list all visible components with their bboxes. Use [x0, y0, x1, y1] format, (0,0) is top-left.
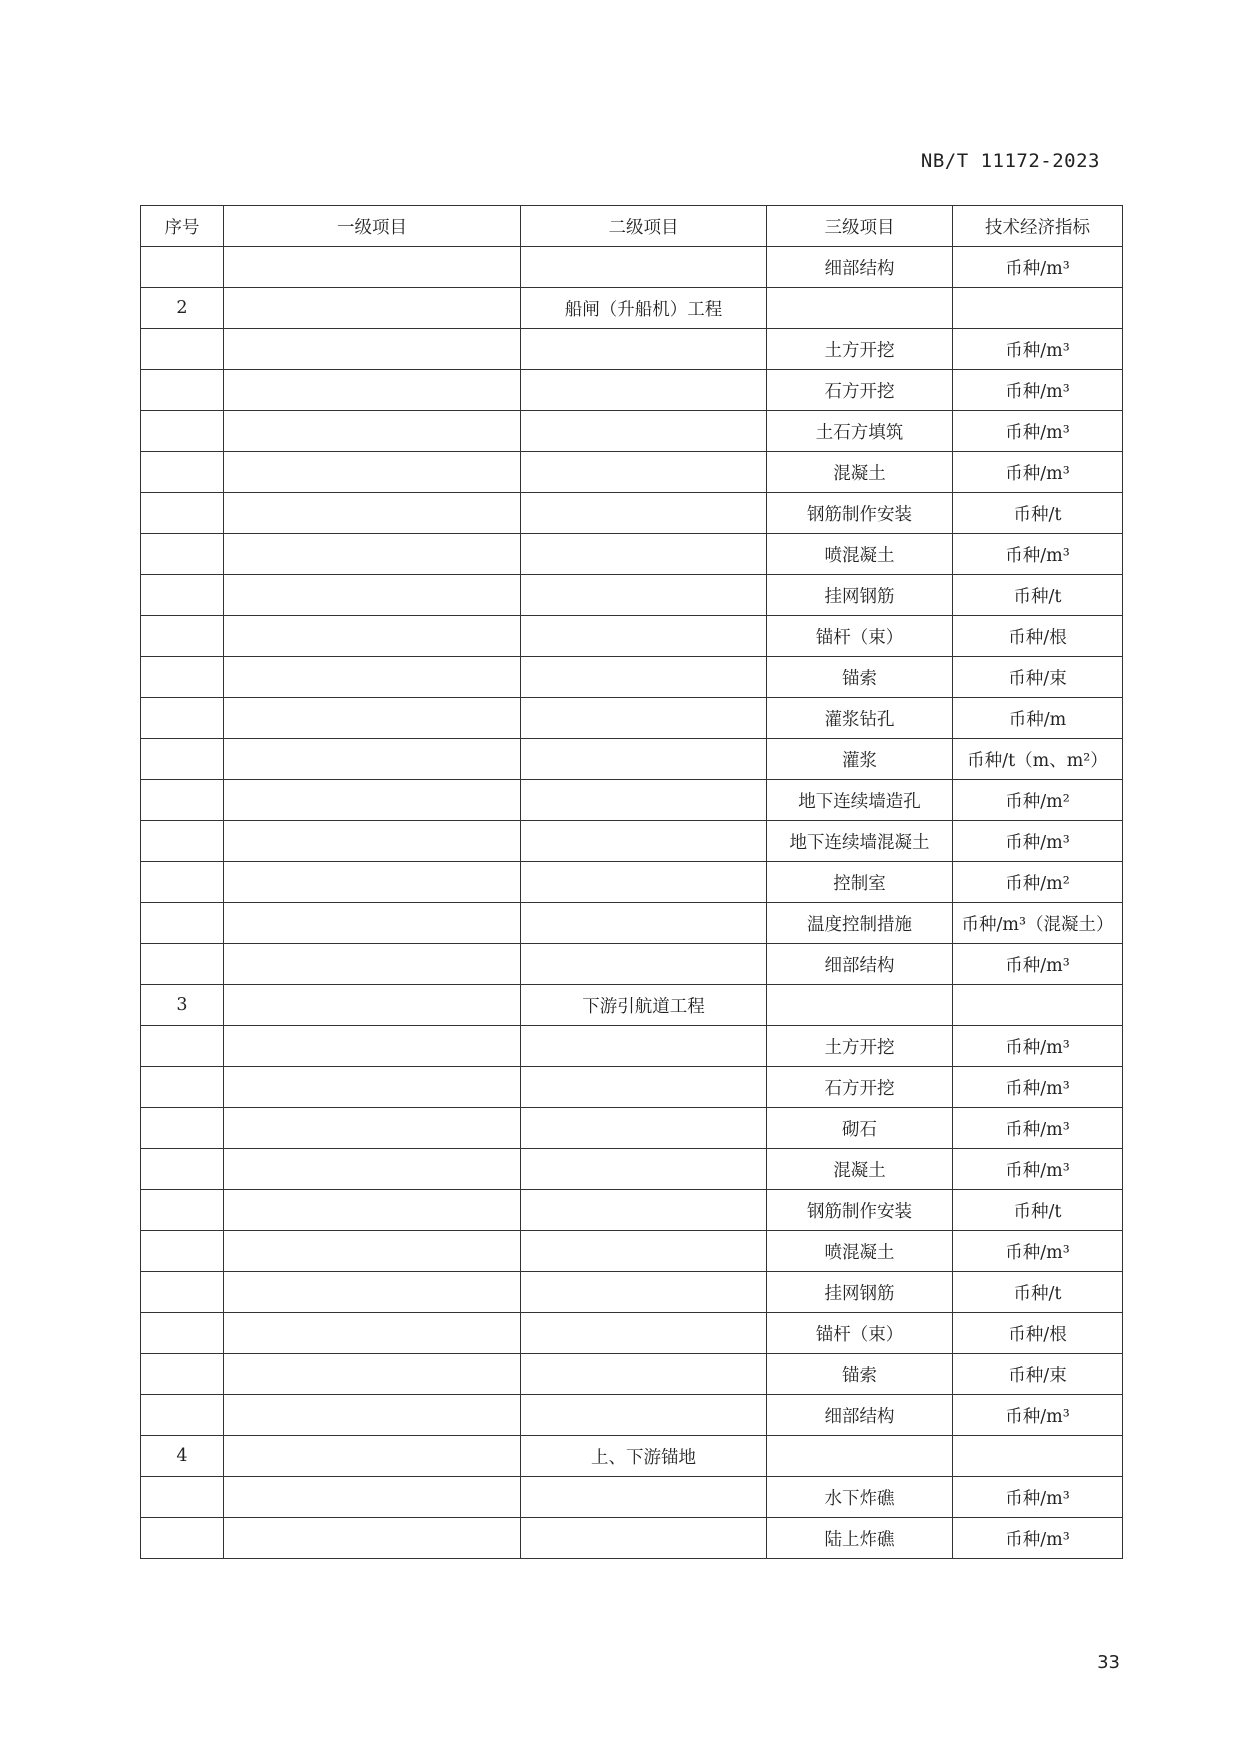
cell-level3: 土方开挖	[767, 1026, 953, 1067]
cell-seq	[141, 1395, 224, 1436]
cell-indicator: 币种/t（m、m²）	[953, 739, 1123, 780]
cell-level3	[767, 985, 953, 1026]
table-row	[141, 411, 1123, 452]
cell-seq	[141, 1190, 224, 1231]
cell-level1	[224, 1026, 521, 1067]
cell-level1	[224, 1436, 521, 1477]
cell-level3: 灌浆钻孔	[767, 698, 953, 739]
cell-level3: 灌浆	[767, 739, 953, 780]
cell-level2	[521, 698, 767, 739]
cell-level2	[521, 1190, 767, 1231]
cell-indicator: 币种/m²	[953, 862, 1123, 903]
table-row	[141, 780, 1123, 821]
cell-seq: 2	[141, 288, 224, 329]
table-row	[141, 493, 1123, 534]
cell-seq	[141, 1108, 224, 1149]
cell-level2	[521, 903, 767, 944]
cell-level2	[521, 493, 767, 534]
cell-level1	[224, 1477, 521, 1518]
cell-level2	[521, 575, 767, 616]
cell-seq	[141, 329, 224, 370]
cell-indicator: 币种/束	[953, 1354, 1123, 1395]
cell-indicator: 币种/m³（混凝土）	[953, 903, 1123, 944]
cell-level1	[224, 411, 521, 452]
table-row	[141, 821, 1123, 862]
cell-seq	[141, 1026, 224, 1067]
cell-level2	[521, 1149, 767, 1190]
cell-level1	[224, 657, 521, 698]
cell-level3: 喷混凝土	[767, 1231, 953, 1272]
cell-level2	[521, 247, 767, 288]
cell-level2	[521, 1272, 767, 1313]
table-row	[141, 698, 1123, 739]
cell-level1	[224, 1231, 521, 1272]
cell-level2	[521, 1354, 767, 1395]
column-header-indicator: 技术经济指标	[953, 206, 1123, 247]
cell-level3: 水下炸礁	[767, 1477, 953, 1518]
cell-seq	[141, 657, 224, 698]
table-row	[141, 1149, 1123, 1190]
cell-seq	[141, 698, 224, 739]
table-row	[141, 739, 1123, 780]
cell-seq	[141, 1518, 224, 1559]
cell-level1	[224, 534, 521, 575]
cell-level3: 钢筋制作安装	[767, 493, 953, 534]
cell-indicator: 币种/m³	[953, 329, 1123, 370]
cell-seq	[141, 370, 224, 411]
cell-level3: 喷混凝土	[767, 534, 953, 575]
cell-indicator: 币种/m³	[953, 1026, 1123, 1067]
cell-level3: 地下连续墙混凝土	[767, 821, 953, 862]
cell-level2	[521, 1108, 767, 1149]
table-row	[141, 1477, 1123, 1518]
cell-level1	[224, 1395, 521, 1436]
cell-level2: 下游引航道工程	[521, 985, 767, 1026]
table-row	[141, 1108, 1123, 1149]
cell-level1	[224, 493, 521, 534]
table-row	[141, 657, 1123, 698]
cell-level2	[521, 329, 767, 370]
cell-level2	[521, 1395, 767, 1436]
cell-indicator: 币种/t	[953, 1190, 1123, 1231]
cell-seq: 3	[141, 985, 224, 1026]
cell-indicator: 币种/m³	[953, 452, 1123, 493]
cell-indicator: 币种/m³	[953, 1518, 1123, 1559]
cell-indicator: 币种/m³	[953, 247, 1123, 288]
cell-seq	[141, 452, 224, 493]
cell-level3: 温度控制措施	[767, 903, 953, 944]
table-row	[141, 1518, 1123, 1559]
table-row	[141, 985, 1123, 1026]
cell-level3: 锚杆（束）	[767, 1313, 953, 1354]
table-row	[141, 534, 1123, 575]
cell-level2	[521, 657, 767, 698]
cell-seq	[141, 1477, 224, 1518]
cell-level2	[521, 862, 767, 903]
cell-level2	[521, 821, 767, 862]
table-row	[141, 247, 1123, 288]
table-row	[141, 1231, 1123, 1272]
cell-level3: 地下连续墙造孔	[767, 780, 953, 821]
cell-level2	[521, 739, 767, 780]
cell-level1	[224, 739, 521, 780]
cell-level3: 土石方填筑	[767, 411, 953, 452]
cell-level3: 挂网钢筋	[767, 1272, 953, 1313]
cell-indicator: 币种/m³	[953, 1395, 1123, 1436]
cell-level1	[224, 452, 521, 493]
cell-indicator: 币种/m	[953, 698, 1123, 739]
cell-seq	[141, 493, 224, 534]
cell-level1	[224, 698, 521, 739]
cell-level2	[521, 1518, 767, 1559]
cell-seq: 4	[141, 1436, 224, 1477]
cell-indicator: 币种/束	[953, 657, 1123, 698]
cell-seq	[141, 1272, 224, 1313]
cell-level2	[521, 1026, 767, 1067]
table-row	[141, 1067, 1123, 1108]
cell-seq	[141, 739, 224, 780]
cell-indicator	[953, 985, 1123, 1026]
cell-indicator: 币种/m³	[953, 411, 1123, 452]
cell-level3: 砌石	[767, 1108, 953, 1149]
cell-level2	[521, 452, 767, 493]
cell-level2	[521, 944, 767, 985]
page-number: 33	[1097, 1652, 1120, 1673]
table-row	[141, 370, 1123, 411]
cell-indicator: 币种/m³	[953, 1231, 1123, 1272]
cell-level3: 陆上炸礁	[767, 1518, 953, 1559]
column-header-level1: 一级项目	[224, 206, 521, 247]
cell-level1	[224, 1108, 521, 1149]
cell-level1	[224, 370, 521, 411]
table-row	[141, 862, 1123, 903]
cell-level1	[224, 1190, 521, 1231]
cell-level1	[224, 1518, 521, 1559]
table-row	[141, 1272, 1123, 1313]
table-row	[141, 1395, 1123, 1436]
cell-level2	[521, 1313, 767, 1354]
cell-indicator: 币种/m³	[953, 1108, 1123, 1149]
standard-code: NB/T 11172-2023	[920, 150, 1100, 172]
cell-indicator: 币种/m³	[953, 821, 1123, 862]
table-header-row	[141, 206, 1123, 247]
cell-level3: 石方开挖	[767, 370, 953, 411]
table-row	[141, 944, 1123, 985]
cell-level2	[521, 370, 767, 411]
table-row	[141, 616, 1123, 657]
cell-level3: 锚索	[767, 1354, 953, 1395]
cell-seq	[141, 1231, 224, 1272]
cell-level3: 细部结构	[767, 247, 953, 288]
cell-level2	[521, 780, 767, 821]
cell-level3: 控制室	[767, 862, 953, 903]
cell-indicator: 币种/m³	[953, 1477, 1123, 1518]
cell-indicator: 币种/m²	[953, 780, 1123, 821]
cell-level2	[521, 411, 767, 452]
column-header-level2: 二级项目	[521, 206, 767, 247]
cell-level3: 细部结构	[767, 944, 953, 985]
cell-indicator	[953, 288, 1123, 329]
table-row	[141, 288, 1123, 329]
cell-level1	[224, 1354, 521, 1395]
cell-level1	[224, 247, 521, 288]
cell-seq	[141, 616, 224, 657]
cell-seq	[141, 534, 224, 575]
cell-indicator: 币种/t	[953, 493, 1123, 534]
cell-level2	[521, 616, 767, 657]
cell-level1	[224, 944, 521, 985]
cell-level3: 钢筋制作安装	[767, 1190, 953, 1231]
cell-indicator: 币种/m³	[953, 370, 1123, 411]
cell-level1	[224, 1313, 521, 1354]
table-row	[141, 1436, 1123, 1477]
table-row	[141, 452, 1123, 493]
cell-level1	[224, 616, 521, 657]
cell-seq	[141, 1313, 224, 1354]
cell-level2	[521, 534, 767, 575]
cell-level1	[224, 862, 521, 903]
table-body	[141, 247, 1123, 1559]
cell-indicator: 币种/m³	[953, 1067, 1123, 1108]
cell-seq	[141, 1354, 224, 1395]
cell-seq	[141, 780, 224, 821]
cell-level3: 锚索	[767, 657, 953, 698]
table-row	[141, 903, 1123, 944]
table-row	[141, 1313, 1123, 1354]
cell-seq	[141, 1149, 224, 1190]
table-row	[141, 329, 1123, 370]
cell-indicator: 币种/m³	[953, 944, 1123, 985]
cell-seq	[141, 944, 224, 985]
cell-indicator: 币种/m³	[953, 1149, 1123, 1190]
cell-level3: 锚杆（束）	[767, 616, 953, 657]
cell-seq	[141, 1067, 224, 1108]
cell-level1	[224, 575, 521, 616]
cell-level1	[224, 1272, 521, 1313]
cell-indicator: 币种/m³	[953, 534, 1123, 575]
cell-level1	[224, 780, 521, 821]
cell-seq	[141, 411, 224, 452]
cell-level3	[767, 288, 953, 329]
cell-indicator: 币种/t	[953, 1272, 1123, 1313]
cell-level2	[521, 1231, 767, 1272]
cell-level1	[224, 1067, 521, 1108]
cell-seq	[141, 247, 224, 288]
table-row	[141, 1026, 1123, 1067]
column-header-seq: 序号	[141, 206, 224, 247]
cell-level3: 混凝土	[767, 1149, 953, 1190]
table-row	[141, 1354, 1123, 1395]
indicator-table	[140, 205, 1123, 1559]
table-row	[141, 1190, 1123, 1231]
cell-indicator: 币种/根	[953, 616, 1123, 657]
cell-level2: 船闸（升船机）工程	[521, 288, 767, 329]
cell-level1	[224, 288, 521, 329]
table-row	[141, 575, 1123, 616]
column-header-level3: 三级项目	[767, 206, 953, 247]
cell-level2: 上、下游锚地	[521, 1436, 767, 1477]
cell-level1	[224, 985, 521, 1026]
cell-seq	[141, 821, 224, 862]
cell-seq	[141, 575, 224, 616]
cell-level3	[767, 1436, 953, 1477]
cell-level1	[224, 821, 521, 862]
cell-level3: 土方开挖	[767, 329, 953, 370]
cell-indicator: 币种/根	[953, 1313, 1123, 1354]
cell-indicator	[953, 1436, 1123, 1477]
cell-level3: 石方开挖	[767, 1067, 953, 1108]
cell-level1	[224, 329, 521, 370]
cell-indicator: 币种/t	[953, 575, 1123, 616]
cell-level3: 细部结构	[767, 1395, 953, 1436]
cell-level1	[224, 1149, 521, 1190]
cell-level2	[521, 1067, 767, 1108]
cell-seq	[141, 903, 224, 944]
cell-level3: 挂网钢筋	[767, 575, 953, 616]
cell-level3: 混凝土	[767, 452, 953, 493]
cell-level1	[224, 903, 521, 944]
cell-level2	[521, 1477, 767, 1518]
cell-seq	[141, 862, 224, 903]
